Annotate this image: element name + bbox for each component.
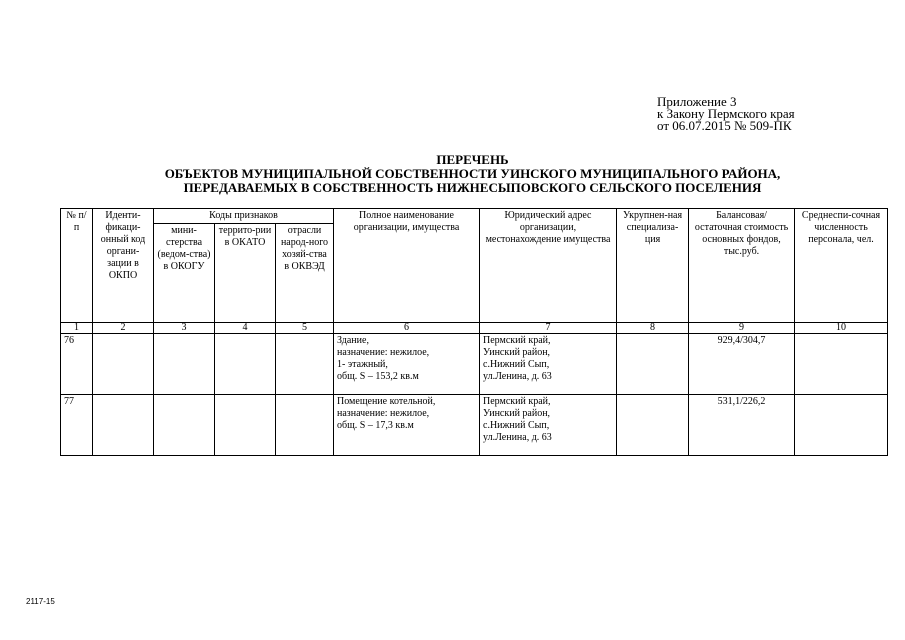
header-address: Юридический адрес организации, местонахождение имущества <box>480 209 617 323</box>
column-number: 2 <box>93 323 154 334</box>
row-staff <box>795 395 888 456</box>
column-number: 10 <box>795 323 888 334</box>
row-num: 77 <box>61 395 93 456</box>
row-okogu <box>154 334 215 395</box>
row-address <box>480 334 617 395</box>
header-specialization: Укрупнен-ная специализа-ция <box>617 209 689 323</box>
row-name-line: назначение: нежилое, <box>337 347 430 358</box>
header-staff: Среднеспи-сочная численность персонала, чел. <box>795 209 888 323</box>
row-okogu <box>154 395 215 456</box>
row-address-line: Уинский район, <box>483 347 551 358</box>
column-number: 5 <box>276 323 334 334</box>
row-name-line: общ. S – 17,3 кв.м <box>337 420 414 431</box>
table-row <box>61 395 888 456</box>
row-address-line: ул.Ленина, д. 63 <box>483 371 552 382</box>
row-address-line: Пермский край, <box>483 335 551 346</box>
property-table <box>60 208 888 456</box>
header-name: Полное наименование организации, имущества <box>334 209 480 323</box>
row-name-line: назначение: нежилое, <box>337 408 430 419</box>
row-specialization <box>617 334 689 395</box>
header-okogu: мини-стерства (ведом-ства) в ОКОГУ <box>154 224 215 323</box>
appendix-line: от 06.07.2015 № 509-ПК <box>657 118 792 133</box>
row-value: 929,4/304,7 <box>689 334 795 395</box>
row-okpo <box>93 334 154 395</box>
row-address-line: Пермский край, <box>483 396 551 407</box>
header-num: № п/п <box>61 209 93 323</box>
row-okato <box>215 395 276 456</box>
row-okved <box>276 334 334 395</box>
header-value: Балансовая/ остаточная стоимость основных фондов, тыс.руб. <box>689 209 795 323</box>
column-number-row <box>61 323 888 334</box>
page-code: 2117-15 <box>26 597 55 606</box>
row-address-line: с.Нижний Сып, <box>483 359 550 370</box>
appendix-line: к Закону Пермского края <box>657 106 795 121</box>
row-okato <box>215 334 276 395</box>
row-okved <box>276 395 334 456</box>
column-number: 1 <box>61 323 93 334</box>
row-address <box>480 395 617 456</box>
header-codes-group: Коды признаков <box>154 209 334 224</box>
row-address-line: ул.Ленина, д. 63 <box>483 432 552 443</box>
row-value: 531,1/226,2 <box>689 395 795 456</box>
header-okved: отрасли народ-ного хозяй-ства в ОКВЭД <box>276 224 334 323</box>
row-name-line: Помещение котельной, <box>337 396 436 407</box>
row-name <box>334 395 480 456</box>
row-address-line: с.Нижний Сып, <box>483 420 550 431</box>
document-title <box>60 153 885 195</box>
row-name-line: общ. S – 153,2 кв.м <box>337 371 419 382</box>
column-number: 4 <box>215 323 276 334</box>
appendix-note <box>657 96 795 132</box>
row-specialization <box>617 395 689 456</box>
column-number: 6 <box>334 323 480 334</box>
title-line: ПЕРЕДАВАЕМЫХ В СОБСТВЕННОСТЬ НИЖНЕСЫПОВСКОГО СЕЛЬСКОГО ПОСЕЛЕНИЯ <box>183 180 762 195</box>
column-number: 8 <box>617 323 689 334</box>
column-number: 3 <box>154 323 215 334</box>
appendix-line: Приложение 3 <box>657 94 737 109</box>
row-name-line: Здание, <box>337 335 369 346</box>
table-row <box>61 334 888 395</box>
title-line: ОБЪЕКТОВ МУНИЦИПАЛЬНОЙ СОБСТВЕННОСТИ УИНСКОГО МУНИЦИПАЛЬНОГО РАЙОНА, <box>164 166 781 181</box>
row-staff <box>795 334 888 395</box>
row-name-line: 1- этажный, <box>337 359 388 370</box>
row-name <box>334 334 480 395</box>
header-okpo: Иденти-фикаци-онный код органи-зации в ОКПО <box>93 209 154 323</box>
column-number: 9 <box>689 323 795 334</box>
row-address-line: Уинский район, <box>483 408 551 419</box>
row-okpo <box>93 395 154 456</box>
row-num: 76 <box>61 334 93 395</box>
column-number: 7 <box>480 323 617 334</box>
title-line: ПЕРЕЧЕНЬ <box>436 152 509 167</box>
header-okato: террито-рии в ОКАТО <box>215 224 276 323</box>
